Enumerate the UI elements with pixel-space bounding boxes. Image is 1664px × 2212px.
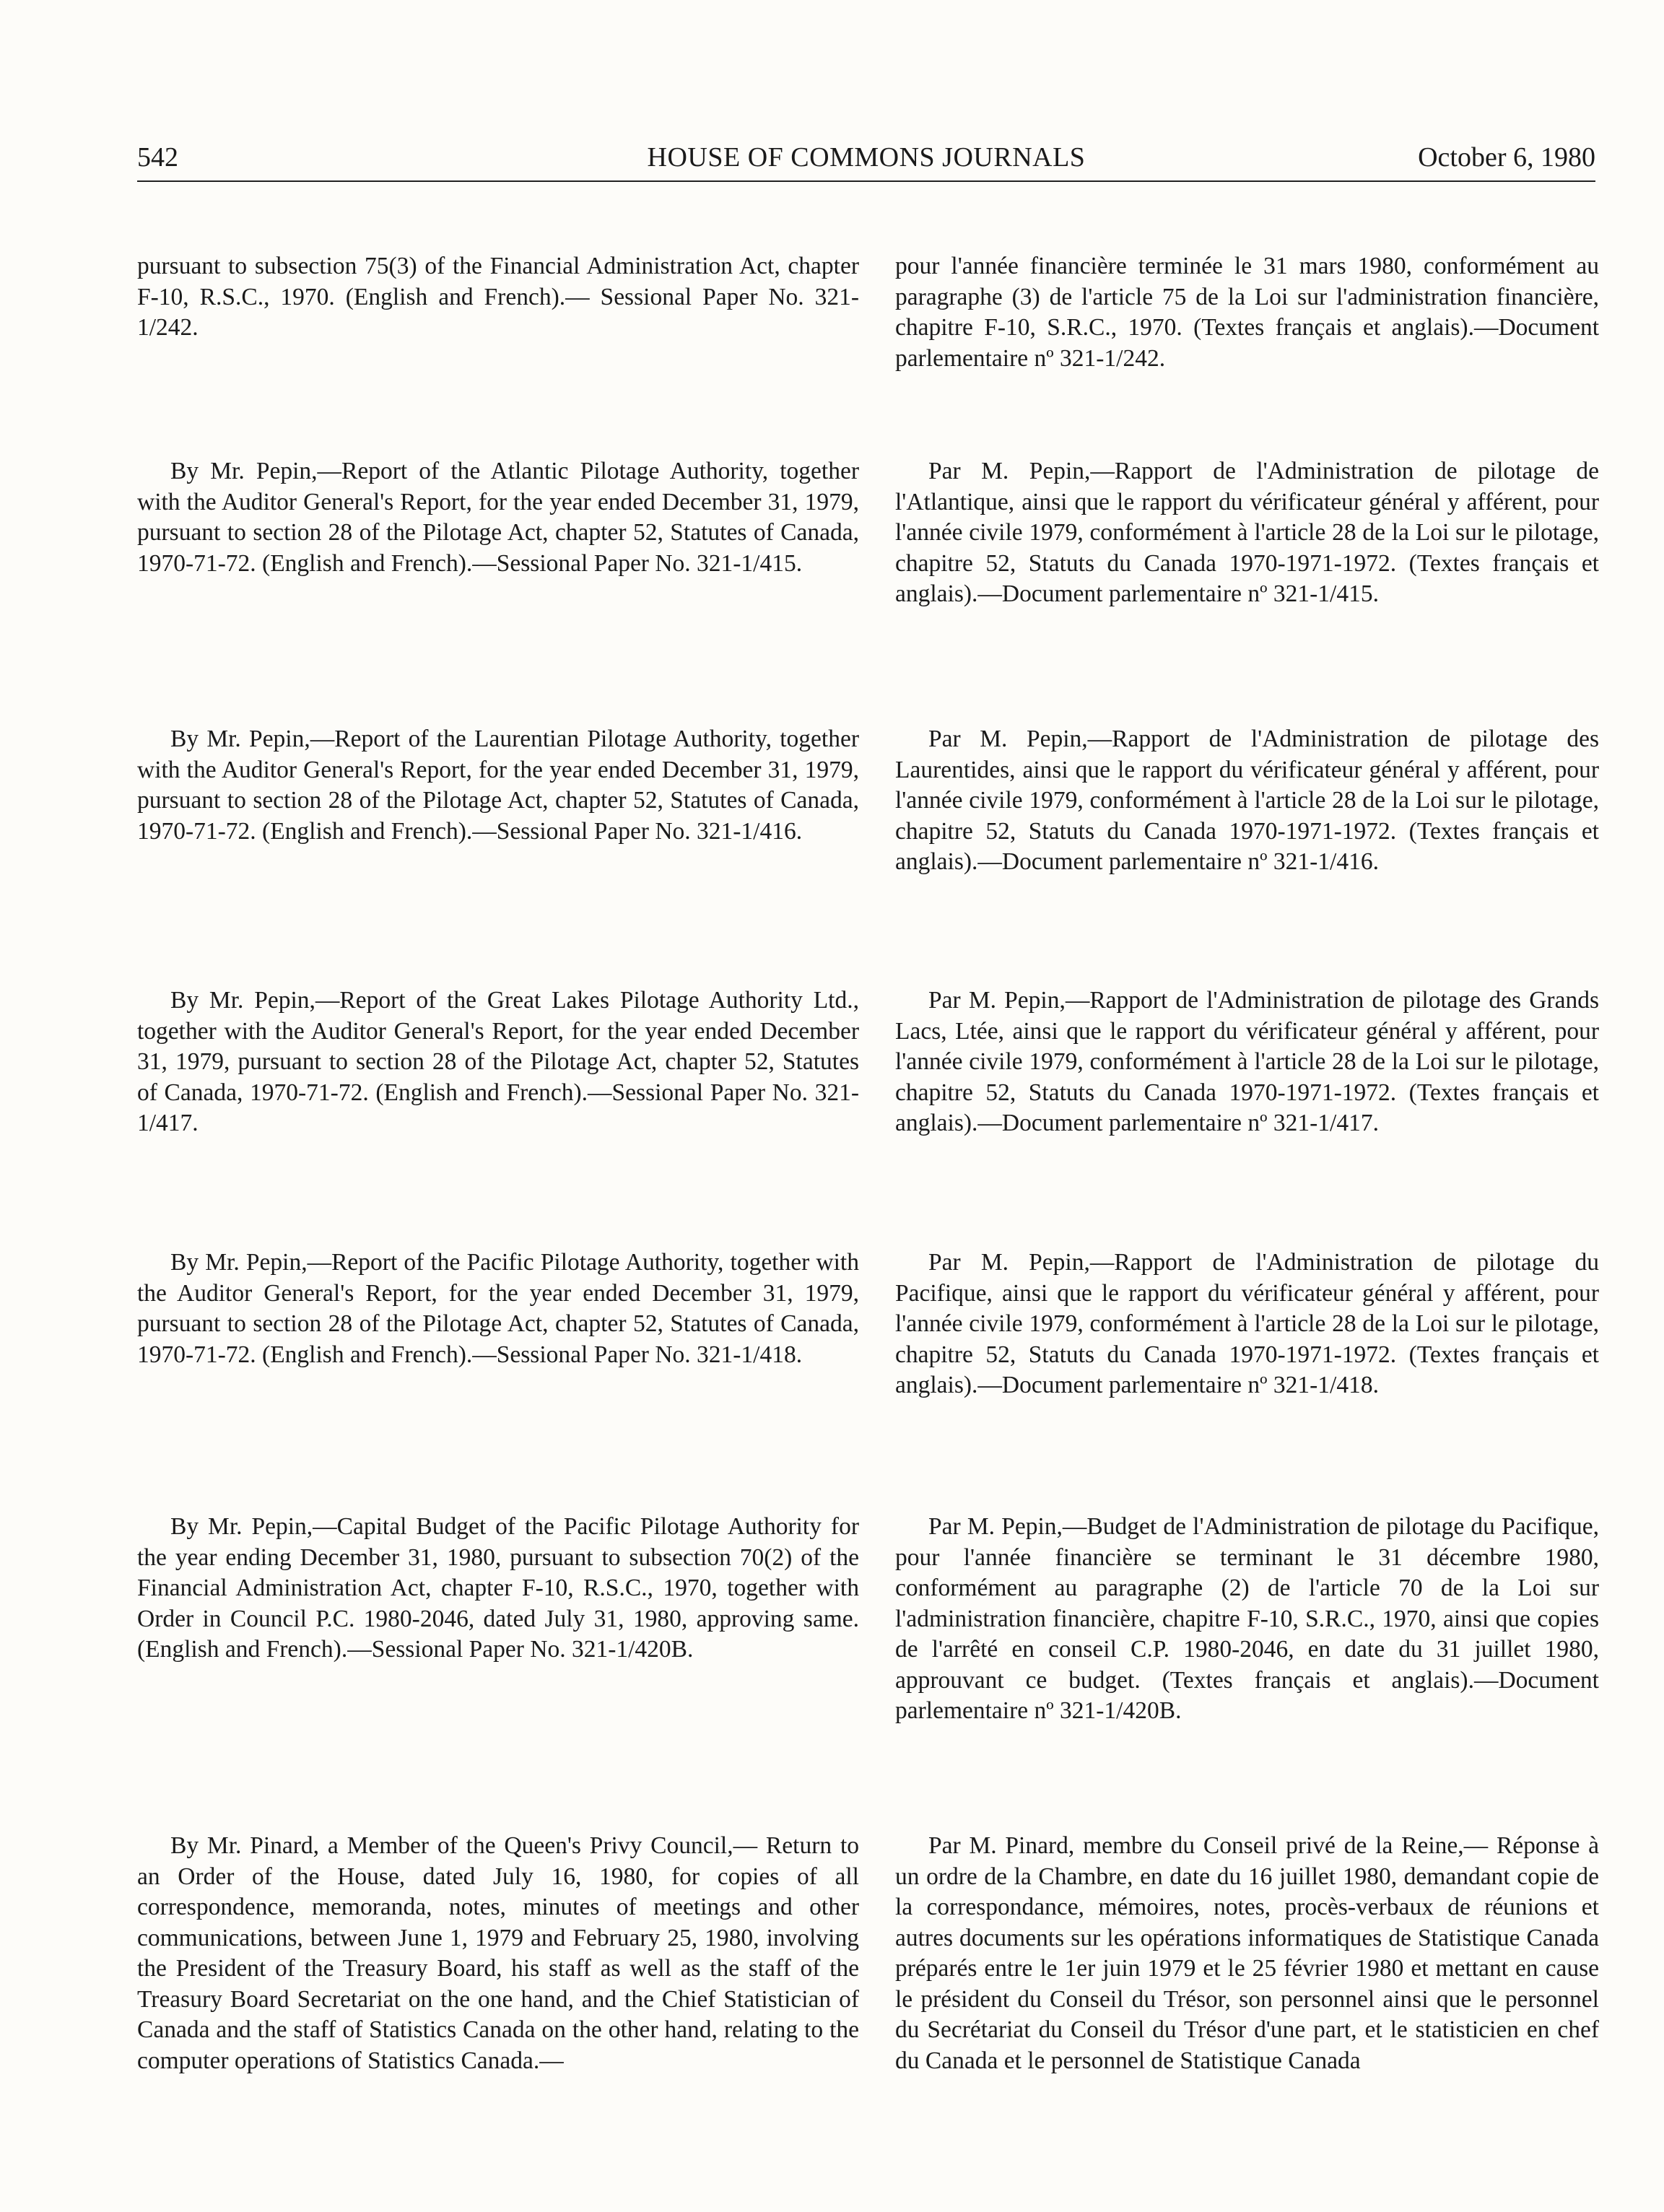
page-header bbox=[137, 136, 1595, 182]
english-entry-6: By Mr. Pepin,—Capital Budget of the Pacific Pilotage Authority for the year ending December 31, 1980, pursuant to subsection 70(2) of the Financial Administration Act, chapter F-10, R.S.C., 1970, together with Order in Council P.C. 1980-2046, dated July 31, 1980, approving same. (English and French).—Sessional Paper No. 321-1/420B. bbox=[137, 1513, 859, 1663]
french-entry-1: pour l'année financière terminée le 31 mars 1980, conformément au paragraphe (3) de l'article 75 de la Loi sur l'administration financière, chapitre F-10, S.R.C., 1970. (Textes français et anglais).—Document parlementaire nº 321-1/242. bbox=[895, 253, 1599, 372]
french-entry-3: Par M. Pepin,—Rapport de l'Administration de pilotage des Laurentides, ainsi que le rapport du vérificateur général y afférent, pour l'année civile 1979, conformément à l'article 28 de la Loi sur le pilotage, chapitre 52, Statuts du Canada 1970-1971-1972. (Textes français et anglais).—Document parlementaire nº 321-1/416. bbox=[895, 726, 1599, 875]
english-entry-3: By Mr. Pepin,—Report of the Laurentian Pilotage Authority, together with the Auditor General's Report, for the year ended December 31, 1979, pursuant to section 28 of the Pilotage Act, chapter 52, Statutes of Canada, 1970-71-72. (English and French).—Sessional Paper No. 321-1/416. bbox=[137, 726, 859, 845]
english-entry-4: By Mr. Pepin,—Report of the Great Lakes Pilotage Authority Ltd., together with the Auditor General's Report, for the year ended December 31, 1979, pursuant to section 28 of the Pilotage Act, chapter 52, Statutes of Canada, 1970-71-72. (English and French).—Sessional Paper No. 321-1/417. bbox=[137, 987, 859, 1136]
header-date: October 6, 1980 bbox=[1418, 142, 1595, 173]
page-number: 542 bbox=[137, 142, 178, 173]
french-entry-5: Par M. Pepin,—Rapport de l'Administration de pilotage du Pacifique, ainsi que le rapport du vérificateur général y afférent, pour l'année civile 1979, conformément à l'article 28 de la Loi sur le pilotage, chapitre 52, Statuts du Canada 1970-1971-1972. (Textes français et anglais).—Document parlementaire nº 321-1/418. bbox=[895, 1249, 1599, 1398]
french-entry-2: Par M. Pepin,—Rapport de l'Administration de pilotage de l'Atlantique, ainsi que le rapport du vérificateur général y afférent, pour l'année civile 1979, conformément à l'article 28 de la Loi sur le pilotage, chapitre 52, Statuts du Canada 1970-1971-1972. (Textes français et anglais).—Document parlementaire nº 321-1/415. bbox=[895, 458, 1599, 607]
english-entry-7: By Mr. Pinard, a Member of the Queen's Privy Council,— Return to an Order of the House, dated July 16, 1980, for copies of all correspondence, memoranda, notes, minutes of meetings and other communications, between June 1, 1979 and February 25, 1980, involving the President of the Treasury Board, his staff as well as the staff of the Treasury Board Secretariat on the one hand, and the Chief Statistician of Canada and the staff of Statistics Canada on the other hand, relating to the computer operations of Statistics Canada.— bbox=[137, 1832, 859, 2074]
english-entry-2: By Mr. Pepin,—Report of the Atlantic Pilotage Authority, together with the Auditor General's Report, for the year ended December 31, 1979, pursuant to section 28 of the Pilotage Act, chapter 52, Statutes of Canada, 1970-71-72. (English and French).—Sessional Paper No. 321-1/415. bbox=[137, 458, 859, 577]
french-entry-6: Par M. Pepin,—Budget de l'Administration de pilotage du Pacifique, pour l'année financière se terminant le 31 décembre 1980, conformément au paragraphe (2) de l'article 70 de la Loi sur l'administration financière, chapitre F-10, S.R.C., 1970, ainsi que copies de l'arrêté en conseil C.P. 1980-2046, en date du 31 juillet 1980, approuvant ce budget. (Textes français et anglais).—Document parlementaire nº 321-1/420B. bbox=[895, 1513, 1599, 1724]
english-entry-5: By Mr. Pepin,—Report of the Pacific Pilotage Authority, together with the Auditor General's Report, for the year ended December 31, 1979, pursuant to section 28 of the Pilotage Act, chapter 52, Statutes of Canada, 1970-71-72. (English and French).—Sessional Paper No. 321-1/418. bbox=[137, 1249, 859, 1368]
french-entry-4: Par M. Pepin,—Rapport de l'Administration de pilotage des Grands Lacs, Ltée, ainsi que le rapport du vérificateur général y afférent, pour l'année civile 1979, conformément à l'article 28 de la Loi sur le pilotage, chapitre 52, Statuts du Canada 1970-1971-1972. (Textes français et anglais).—Document parlementaire nº 321-1/417. bbox=[895, 987, 1599, 1136]
journal-title: HOUSE OF COMMONS JOURNALS bbox=[647, 142, 1086, 173]
french-entry-7: Par M. Pinard, membre du Conseil privé de la Reine,— Réponse à un ordre de la Chambre, en date du 16 juillet 1980, demandant copie de la correspondance, mémoires, notes, procès-verbaux de réunions et autres documents sur les opérations informatiques de Statistique Canada préparés entre le 1er juin 1979 et le 25 février 1980 et mettant en cause le président du Conseil du Trésor, son personnel ainsi que le personnel du Secrétariat du Conseil du Trésor d'une part, et le statisticien en chef du Canada et le personnel de Statistique Canada bbox=[895, 1832, 1599, 2074]
english-entry-1: pursuant to subsection 75(3) of the Financial Administration Act, chapter F-10, R.S.C., 1970. (English and French).— Sessional Paper No. 321-1/242. bbox=[137, 253, 859, 341]
